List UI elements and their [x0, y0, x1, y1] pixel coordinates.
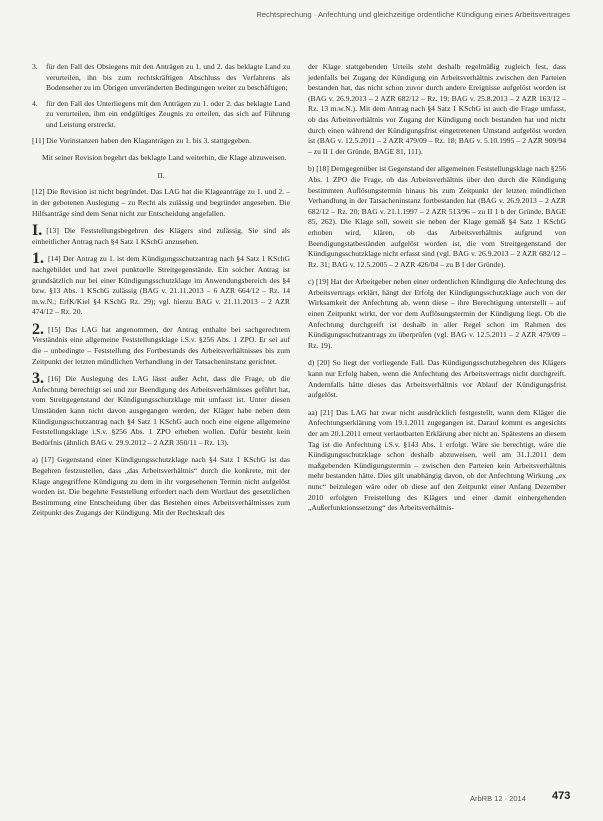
paragraph-15 — [32, 320, 290, 367]
page-number: 473 — [552, 790, 571, 802]
item-text: für den Fall des Obsiegens mit den Anträgen zu 1. und 2. das beklagte Land zu verurteilen, ihn bis zum rechtskräftigen Abschluss des Verfahrens als Bodenseher zu im Übrigen unveränderten Bedingungen weiter zu beschäftigen; — [46, 62, 290, 93]
item-text: für den Fall des Unterliegens mit den Anträgen zu 1. oder 2. das beklagte Land zu verurteilen, ihm ein endgültiges Zeugnis zu erteilen, das sich auf Führung und Leistung erstreckt. — [46, 98, 290, 129]
paragraph-21: aa) [21] Das LAG hat zwar nicht ausdrücklich festgestellt, wann dem Kläger die Anfechtungserklärung vom 19.1.2011 zugegangen ist. Darauf kommt es angesichts der am 20.1.2011 erneut verlautbarten Erklärung aber nicht an. Spätestens an diesem Tag ist die Anfechtung i.S.v. §143 Abs. 1 erfolgt. Wäre sie berechtigt, wäre die Kündigungsschutzklage schon deshalb abzuweisen, weil am 31.1.2011 dem maßgebenden Kündigungstermin – zwischen den Parteien kein Arbeitsverhältnis mehr bestanden hätte. Dies gilt unabhängig davon, ob der Anfechtung Wirkung „ex nunc“ beizulegen wäre oder ob diese auf den Zeitpunkt einer Anfang Dezember 2010 erfolgten Freistellung des Klägers und einer damit einhergehenden „Außerfunktionssetzung“ des Arbeitsverhältnis- — [308, 407, 566, 513]
roman-marker: I. — [32, 222, 43, 240]
number-marker: 3. — [32, 370, 44, 388]
paragraph-16-text: [16] Die Auslegung des LAG lässt außer Acht, dass die Frage, ob die Anfechtung berechtigt sei und zur Beendigung des Arbeitsverhältnisses geführt hat, vom Streitgegenstand der Kündigungsschutzklage mit umfasst ist. Unter diesen Umständen kann nicht davon ausgegangen werden, der Kläger habe neben dem Kündigungsschutzantrag nach §4 Satz 1 KSchG auch noch eine eigene allgemeine Feststellungsklage i.S.v. §256 Abs. 1 ZPO erheben wollen. Dafür besteht kein Bedürfnis (ähnlich BAG v. 29.9.2012 – 2 AZR 350/11 – Rz. 13). — [32, 374, 290, 447]
paragraph-12: [12] Die Revision ist nicht begründet. Das LAG hat die Klageanträge zu 1. und 2. – in der gebotenen Auslegung – zu Recht als zulässig und begründet angesehen. Die Hilfsanträge sind dem Senat nicht zur Entscheidung angefallen. — [32, 187, 290, 218]
paragraph-20: d) [20] So liegt der vorliegende Fall. Das Kündigungsschutzbegehren des Klägers kann nur Erfolg haben, wenn die Anfechtung des Arbeitsvertrags nicht durchgreift. Andernfalls hätte dieses das Arbeitsverhältnis vor Ablauf der Kündigungsfrist aufgelöst. — [308, 358, 566, 400]
section-heading: II. — [157, 170, 165, 180]
number-marker: 1. — [32, 250, 44, 268]
item-number: 3. — [32, 62, 38, 71]
paragraph-18: b) [18] Demgegenüber ist Gegenstand der allgemeinen Feststellungsklage nach §256 Abs. 1 ZPO die Frage, ob das Arbeitsverhältnis über den durch die Kündigung bestimmten Auflösungstermin hinaus bis zum Zeitpunkt der letzten mündlichen Verhandlung in der Tatsacheninstanz fortbestanden hat (BAG v. 26.9.2013 – 2 AZR 682/12 – Rz. 20; BAG v. 21.1.1997 – 2 AZR 513/96 – zu II 1 b der Gründe, BAGE 85, 262). Die Klage soll, soweit sie neben der Klage gemäß §4 Satz 1 KSchG erhoben wird, klären, ob das Arbeitsverhältnis aufgrund von Beendigungstatbeständen aufgelöst worden ist, die vom Streitgegenstand der Kündigungsschutzklage nicht erfasst sind (vgl. BAG v. 26.9.2013 – 2 AZR 682/12 – Rz. 31; BAG v. 12.5.2005 – 2 AZR 426/04 – zu B I der Gründe). — [308, 164, 566, 269]
paragraph-13 — [32, 222, 290, 247]
paragraph-17: a) [17] Gegenstand einer Kündigungsschutzklage nach §4 Satz 1 KSchG ist das Begehren festzustellen, dass „das Arbeitsverhältnis“ durch die konkrete, mit der Klage angegriffene Kündigung zu dem in ihr vorgesehenen Termin nicht aufgelöst worden ist. Die begehrte Feststellung erfordert nach dem Wortlaut des gesetzlichen Bestimmung eine Entscheidung über das Bestehen eines Arbeitsverhältnisses zum Zeitpunkt des Zugangs der Kündigung. Mit der Rechtskraft des — [32, 455, 290, 518]
journal-footer: ArbRB 12 · 2014 — [470, 794, 526, 803]
paragraph-15-text: [15] Das LAG hat angenommen, der Antrag enthalte bei sachgerechtem Verständnis eine allgemeine Feststellungsklage i.S.v. §256 Abs. 1 ZPO. Er sei auf die – unbedingte – Feststellung des Fortbestands des Arbeitsverhältnisses bis zum Zeitpunkt der letzten mündlichen Verhandlung in der Tatsacheninstanz gerichtet. — [32, 324, 290, 366]
item-number: 4. — [32, 98, 38, 108]
left-column — [32, 62, 290, 526]
paragraph-11: [11] Die Vorinstanzen haben den Klaganträgen zu 1. bis 3. stattgegeben. — [32, 135, 251, 145]
right-column — [308, 62, 566, 521]
paragraph-continued: der Klage stattgebenden Urteils steht deshalb regelmäßig zugleich fest, dass jedenfalls bei Zugang der Kündigung ein Arbeitsverhältnis zwischen den Parteien bestanden hat, das nicht schon zuvor durch andere Ereignisse aufgelöst worden ist (BAG v. 26.9.2013 – 2 AZR 682/12 – Rz. 19; BAG v. 25.8.2013 – 2 AZR 163/12 – Rz. 13 m.w.N.). Mit dem Antrag nach §4 Satz 1 KSchG ist auch die Frage umfasst, ob das Arbeitsverhältnis vor Zugang der Kündigung noch bestanden hat und nicht durch einen während der Kündigungsfrist eingetretenen Umstand aufgelöst worden ist (BAG v. 12.5.2011 – 2 AZR 479/09 – Rz. 18; BAG v. 5.10.1995 – 2 AZR 909/94 – zu II 1 der Gründe, BAGE 81, 111). — [308, 62, 566, 156]
paragraph-14 — [32, 250, 290, 318]
number-marker: 2. — [32, 320, 44, 338]
paragraph-19: c) [19] Hat der Arbeitgeber neben einer ordentlichen Kündigung die Anfechtung des Arbeitsvertrags erklärt, hängt der Erfolg der Kündigungsschutzklage auch von der Wirksamkeit der Anfechtung ab, wenn diese – ihre Berechtigung unterstellt – auf einen Zeitpunkt wirkt, der vor dem Auflösungstermin der Kündigung liegt. Ob die Anfechtung durchgreift ist deshalb in aller Regel schon im Rahmen des Kündigungsschutzantrags zu überprüfen (vgl. BAG v. 12.5.2011 – 2 AZR 479/09 – Rz. 19). — [308, 277, 566, 350]
claim-item-3 — [32, 62, 290, 94]
paragraph-14-text: [14] Der Antrag zu 1. ist dem Kündigungsschutzantrag nach §4 Satz 1 KSchG nachgebildet und hat zwei punktuelle Streitgegenstände. Ein solcher Antrag ist grundsätzlich nur bei einer Kündigungsschutzklage im Anwendungsbereich des §4 bzw. §13 Abs. 1 KSchG zulässig (BAG v. 21.11.2013 – 6 AZR 664/12 – Rz. 14 m.w.N.; ErfK/Kiel §4 KSchG Rz. 29); vgl. hierzu BAG v. 21.11.2013 – 2 AZR 474/12 – Rz. 20. — [32, 254, 290, 317]
paragraph-13-text: [13] Die Feststellungsbegehren des Klägers sind zulässig. Sie sind als einheitlicher Antrag nach §4 Satz 1 KSchG anzusehen. — [32, 226, 290, 246]
claim-item-4 — [32, 99, 290, 131]
running-header: Rechtsprechung · Anfechtung und gleichzeitige ordentliche Kündigung eines Arbeitsvertrages — [256, 10, 570, 19]
paragraph-revision: Mit seiner Revision begehrt das beklagte Land weiterhin, die Klage abzuweisen. — [42, 153, 287, 163]
paragraph-16 — [32, 370, 290, 448]
